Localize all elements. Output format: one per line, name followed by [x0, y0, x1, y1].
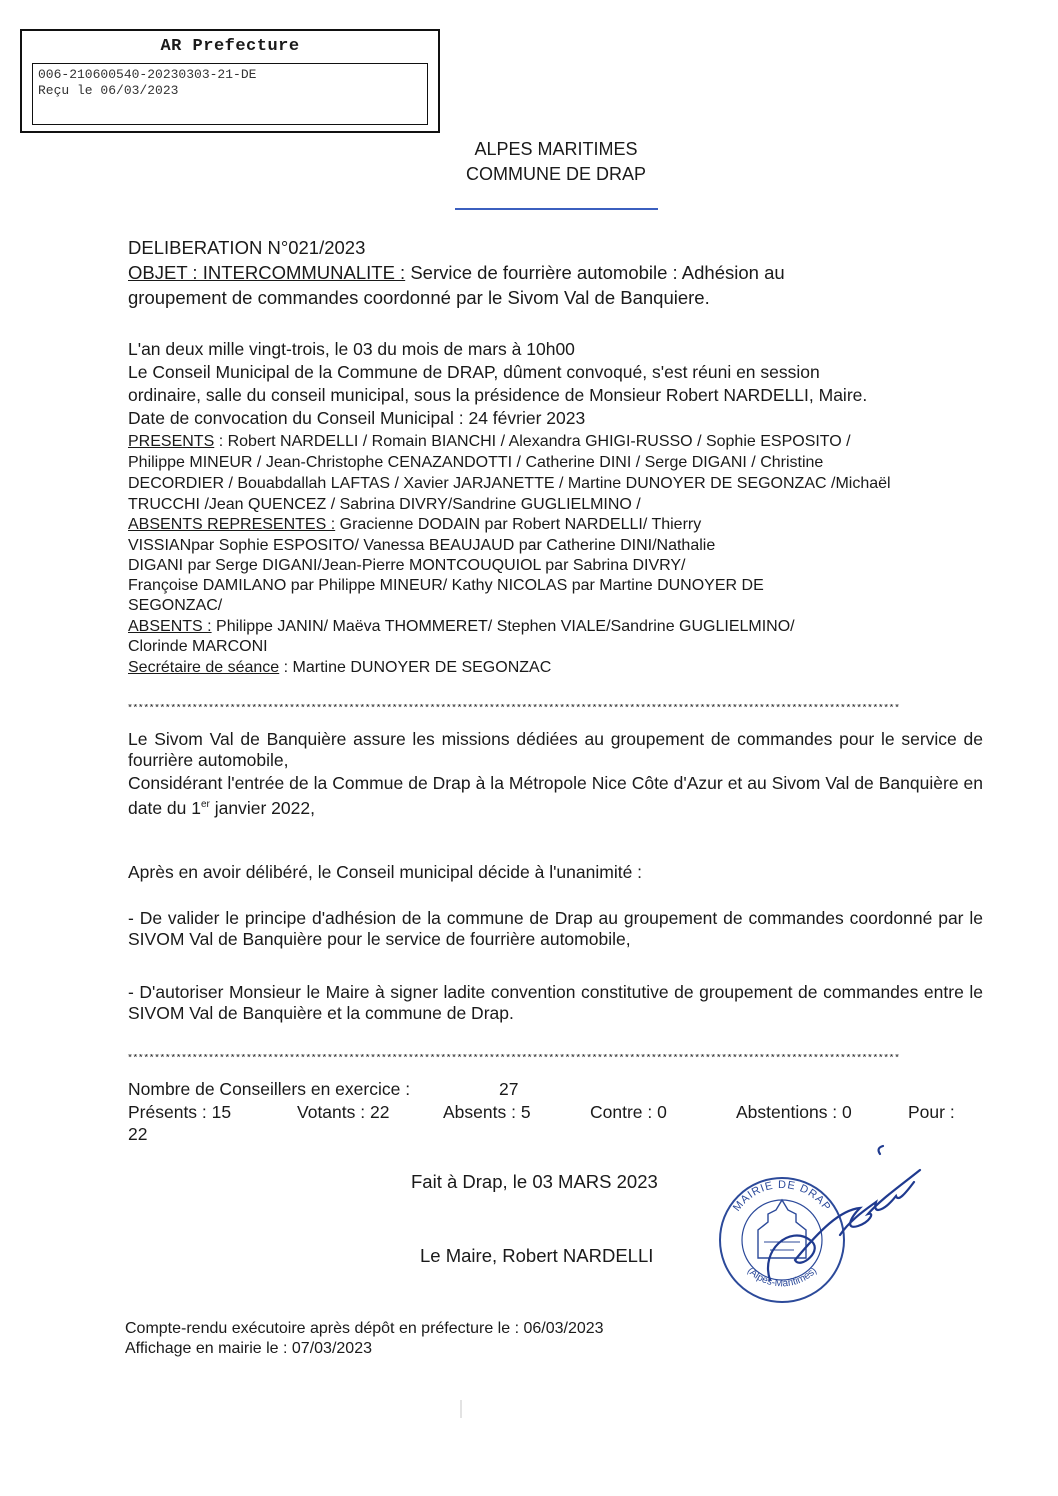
decision-item-2: - D'autoriser Monsieur le Maire à signer ladite convention constitutive de groupement de commandes entre le SIVOM Val de Banquière et la commune de Drap.: [128, 982, 983, 1023]
represented-line-4: Françoise DAMILANO par Philippe MINEUR/ Kathy NICOLAS par Martine DUNOYER DE: [128, 577, 764, 594]
presents-line-4: TRUCCHI /Jean QUENCEZ / Sabrina DIVRY/Sandrine GUGLIELMINO /: [128, 496, 641, 513]
vote-absents: Absents : 5: [443, 1102, 531, 1122]
councillors-count-label: Nombre de Conseillers en exercice :: [128, 1079, 411, 1099]
session-date: L'an deux mille vingt-trois, le 03 du mois de mars à 10h00: [128, 339, 575, 359]
vote-contre: Contre : 0: [590, 1102, 667, 1122]
decision-item-1: - De valider le principe d'adhésion de la commune de Drap au groupement de commandes coordonné par le SIVOM Val de Banquière pour le service de fourrière automobile,: [128, 908, 983, 949]
secretary-line: Secrétaire de séance : Martine DUNOYER DE SEGONZAC: [128, 659, 552, 676]
presents-label: PRESENTS: [128, 433, 215, 450]
absents-label: ABSENTS :: [128, 618, 212, 635]
presents-line-1: PRESENTS : Robert NARDELLI / Romain BIANCHI / Alexandra GHIGI-RUSSO / Sophie ESPOSITO /: [128, 433, 851, 450]
place-and-date: Fait à Drap, le 03 MARS 2023: [411, 1171, 658, 1192]
executory-notice: Compte-rendu exécutoire après dépôt en préfecture le : 06/03/2023: [125, 1320, 604, 1337]
display-notice: Affichage en mairie le : 07/03/2023: [125, 1340, 372, 1357]
object-text-continued: groupement de commandes coordonné par le Sivom Val de Banquiere.: [128, 287, 710, 308]
mayor-seal-and-signature: [700, 1130, 940, 1320]
secretary-label: Secrétaire de séance: [128, 659, 280, 676]
considering-paragraph: Considérant l'entrée de la Commue de Drap à la Métropole Nice Côte d'Azur et au Sivom Val de Banquière en date du 1er janvier 2022,: [128, 773, 983, 818]
vote-votants: Votants : 22: [297, 1102, 390, 1122]
sivom-mission-paragraph: Le Sivom Val de Banquière assure les missions dédiées au groupement de commandes pour le service de fourrière automobile,: [128, 729, 983, 770]
vote-pour-label: Pour :: [908, 1102, 955, 1122]
represented-line-3: DIGANI par Serge DIGANI/Jean-Pierre MONTCOUQUIOL par Sabrina DIVRY/: [128, 557, 686, 574]
stamp-details: [32, 63, 428, 125]
councillors-count-value: 27: [499, 1079, 519, 1099]
separator-top: ***********************************************************************************************************************************************: [127, 704, 900, 715]
presents-line-2: Philippe MINEUR / Jean-Christophe CENAZANDOTTI / Catherine DINI / Serge DIGANI / Christine: [128, 454, 824, 471]
absents-line-2: Clorinde MARCONI: [128, 638, 268, 655]
handwritten-signature: [768, 1146, 920, 1280]
decision-intro: Après en avoir délibéré, le Conseil municipal décide à l'unanimité :: [128, 862, 643, 882]
stamp-reference: 006-210600540-20230303-21-DE: [38, 67, 257, 82]
object-label: OBJET : INTERCOMMUNALITE :: [128, 262, 406, 283]
separator-bottom: ***********************************************************************************************************************************************: [127, 1054, 900, 1065]
deliberation-number: DELIBERATION N°021/2023: [128, 237, 366, 258]
ar-prefecture-stamp: [20, 29, 440, 133]
represented-line-1: ABSENTS REPRESENTES : Gracienne DODAIN par Robert NARDELLI/ Thierry: [128, 516, 702, 533]
department-heading: ALPES MARITIMES: [474, 139, 638, 159]
convocation-date: Date de convocation du Conseil Municipal : 24 février 2023: [128, 408, 586, 428]
deliberation-object: [128, 262, 785, 283]
stamp-received-date: Reçu le 06/03/2023: [38, 83, 179, 98]
session-presidency: ordinaire, salle du conseil municipal, sous la présidence de Monsieur Robert NARDELLI, Maire.: [128, 385, 868, 405]
vote-pour-value: 22: [128, 1124, 148, 1144]
represented-label: ABSENTS REPRESENTES :: [128, 516, 336, 533]
absents-line-1: ABSENTS : Philippe JANIN/ Maëva THOMMERET/ Stephen VIALE/Sandrine GUGLIELMINO/: [128, 618, 795, 635]
svg-text:MAIRIE DE DRAP: [731, 1179, 833, 1214]
commune-heading: COMMUNE DE DRAP: [465, 164, 646, 184]
svg-text:(Alpes-Maritimes): [745, 1265, 819, 1289]
session-convened: Le Conseil Municipal de la Commune de DRAP, dûment convoqué, s'est réuni en session: [128, 362, 820, 382]
vote-abstentions: Abstentions : 0: [736, 1102, 852, 1122]
represented-line-5: SEGONZAC/: [128, 597, 223, 614]
header-divider: [455, 208, 658, 210]
mayor-name: Le Maire, Robert NARDELLI: [420, 1245, 654, 1266]
vote-presents: Présents : 15: [128, 1102, 232, 1122]
presents-line-3: DECORDIER / Bouabdallah LAFTAS / Xavier JARJANETTE / Martine DUNOYER DE SEGONZAC /Michaël: [128, 475, 891, 492]
scan-mark: [460, 1400, 462, 1418]
represented-line-2: VISSIANpar Sophie ESPOSITO/ Vanessa BEAUJAUD par Catherine DINI/Nathalie: [128, 537, 716, 554]
seal-bottom-text: (Alpes-Maritimes): [744, 1265, 820, 1290]
seal-top-text: MAIRIE DE DRAP: [730, 1178, 834, 1214]
object-text: Service de fourrière automobile : Adhésion au: [405, 262, 785, 283]
stamp-title: AR Prefecture: [160, 37, 300, 56]
